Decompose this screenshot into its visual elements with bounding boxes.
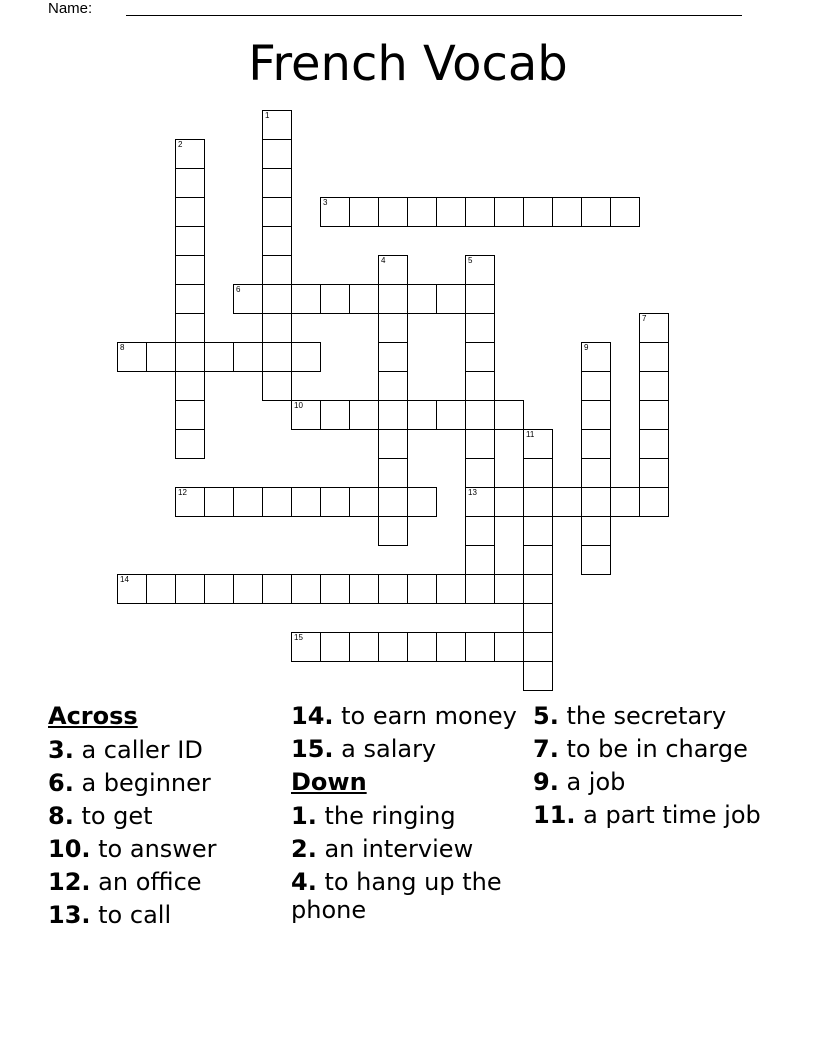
grid-cell[interactable] <box>378 284 408 314</box>
grid-cell[interactable] <box>581 371 611 401</box>
grid-cell[interactable] <box>175 371 205 401</box>
clue-across-14 <box>291 702 531 730</box>
clue-column-1 <box>48 702 288 934</box>
clue-text: a salary <box>333 735 437 763</box>
grid-cell[interactable] <box>291 342 321 372</box>
clue-column-3 <box>533 702 763 834</box>
clue-text: a part time job <box>575 801 761 829</box>
grid-cell[interactable] <box>465 429 495 459</box>
grid-cell[interactable] <box>291 400 321 430</box>
cell-number: 14 <box>120 575 129 584</box>
grid-cell[interactable] <box>465 632 495 662</box>
grid-cell[interactable] <box>436 632 466 662</box>
grid-cell[interactable] <box>291 574 321 604</box>
clue-across-10 <box>48 835 288 863</box>
clue-text: an interview <box>316 835 474 863</box>
grid-cell[interactable] <box>610 487 640 517</box>
grid-cell[interactable] <box>639 429 669 459</box>
down-heading: Down <box>291 768 367 796</box>
grid-cell[interactable] <box>378 342 408 372</box>
grid-cell[interactable] <box>175 342 205 372</box>
grid-cell[interactable] <box>175 226 205 256</box>
grid-cell[interactable] <box>117 342 147 372</box>
clue-text: a caller ID <box>73 736 203 764</box>
grid-cell[interactable] <box>407 197 437 227</box>
grid-cell[interactable] <box>494 574 524 604</box>
grid-cell[interactable] <box>407 487 437 517</box>
grid-cell[interactable] <box>523 487 553 517</box>
grid-cell[interactable] <box>407 284 437 314</box>
cell-number: 13 <box>468 488 477 497</box>
grid-cell[interactable] <box>117 574 147 604</box>
grid-cell[interactable] <box>378 429 408 459</box>
clue-across-15 <box>291 735 531 763</box>
grid-cell[interactable] <box>349 574 379 604</box>
grid-cell[interactable] <box>349 197 379 227</box>
grid-cell[interactable] <box>320 487 350 517</box>
clue-number: 3. <box>48 736 74 764</box>
grid-cell[interactable] <box>581 429 611 459</box>
grid-cell[interactable] <box>262 139 292 169</box>
grid-cell[interactable] <box>465 400 495 430</box>
grid-cell[interactable] <box>378 574 408 604</box>
grid-cell[interactable] <box>378 487 408 517</box>
cell-number: 8 <box>120 343 125 352</box>
grid-cell[interactable] <box>233 574 263 604</box>
grid-cell[interactable] <box>552 197 582 227</box>
cell-number: 15 <box>294 633 303 642</box>
grid-cell[interactable] <box>436 284 466 314</box>
grid-cell[interactable] <box>581 487 611 517</box>
cell-number: 2 <box>178 140 183 149</box>
grid-cell[interactable] <box>465 371 495 401</box>
grid-cell[interactable] <box>262 226 292 256</box>
clue-number: 2. <box>291 835 317 863</box>
grid-cell[interactable] <box>407 400 437 430</box>
clue-text: to get <box>73 802 153 830</box>
grid-cell[interactable] <box>146 342 176 372</box>
cell-number: 12 <box>178 488 187 497</box>
grid-cell[interactable] <box>349 487 379 517</box>
grid-cell[interactable] <box>175 168 205 198</box>
grid-cell[interactable] <box>465 516 495 546</box>
clue-text: to earn money <box>333 702 517 730</box>
grid-cell[interactable] <box>175 197 205 227</box>
grid-cell[interactable] <box>523 545 553 575</box>
grid-cell[interactable] <box>523 458 553 488</box>
grid-cell[interactable] <box>262 342 292 372</box>
clue-number: 14. <box>291 702 334 730</box>
grid-cell[interactable] <box>262 313 292 343</box>
grid-cell[interactable] <box>262 168 292 198</box>
clue-across-13 <box>48 901 288 929</box>
grid-cell[interactable] <box>291 487 321 517</box>
grid-cell[interactable] <box>378 400 408 430</box>
grid-cell[interactable] <box>407 632 437 662</box>
grid-cell[interactable] <box>581 197 611 227</box>
clue-down-11 <box>533 801 763 829</box>
grid-cell[interactable] <box>262 487 292 517</box>
clue-text: a job <box>558 768 626 796</box>
clue-across-8 <box>48 802 288 830</box>
cell-number: 9 <box>584 343 589 352</box>
clue-number: 6. <box>48 769 74 797</box>
cell-number: 1 <box>265 111 270 120</box>
clue-text: a beginner <box>73 769 211 797</box>
grid-cell[interactable] <box>349 632 379 662</box>
grid-cell[interactable] <box>436 400 466 430</box>
cell-number: 3 <box>323 198 328 207</box>
grid-cell[interactable] <box>407 574 437 604</box>
clue-down-9 <box>533 768 763 796</box>
cell-number: 11 <box>526 430 535 439</box>
clue-down-4 <box>291 868 531 924</box>
clue-text: to hang up the phone <box>291 868 502 924</box>
grid-cell[interactable] <box>639 458 669 488</box>
clue-across-3 <box>48 736 288 764</box>
grid-cell[interactable] <box>233 487 263 517</box>
cell-number: 5 <box>468 256 473 265</box>
grid-cell[interactable] <box>436 197 466 227</box>
clue-number: 8. <box>48 802 74 830</box>
clue-number: 1. <box>291 802 317 830</box>
grid-cell[interactable] <box>523 574 553 604</box>
grid-cell[interactable] <box>233 342 263 372</box>
grid-cell[interactable] <box>465 545 495 575</box>
grid-cell[interactable] <box>233 284 263 314</box>
grid-cell[interactable] <box>175 400 205 430</box>
page-title: French Vocab <box>248 36 568 92</box>
grid-cell[interactable] <box>581 400 611 430</box>
grid-cell[interactable] <box>320 574 350 604</box>
grid-cell[interactable] <box>204 342 234 372</box>
clue-down-5 <box>533 702 763 730</box>
grid-cell[interactable] <box>639 313 669 343</box>
clue-text: the ringing <box>316 802 456 830</box>
grid-cell[interactable] <box>378 255 408 285</box>
grid-cell[interactable] <box>320 197 350 227</box>
grid-cell[interactable] <box>552 487 582 517</box>
grid-cell[interactable] <box>378 197 408 227</box>
grid-cell[interactable] <box>465 458 495 488</box>
clue-text: the secretary <box>558 702 727 730</box>
grid-cell[interactable] <box>523 516 553 546</box>
cell-number: 7 <box>642 314 647 323</box>
grid-cell[interactable] <box>465 197 495 227</box>
clue-number: 4. <box>291 868 317 896</box>
clue-text: an office <box>90 868 202 896</box>
clue-down-7 <box>533 735 763 763</box>
grid-cell[interactable] <box>262 197 292 227</box>
grid-cell[interactable] <box>262 574 292 604</box>
grid-cell[interactable] <box>320 400 350 430</box>
grid-cell[interactable] <box>465 342 495 372</box>
grid-cell[interactable] <box>378 458 408 488</box>
grid-cell[interactable] <box>378 371 408 401</box>
grid-cell[interactable] <box>378 516 408 546</box>
grid-cell[interactable] <box>320 284 350 314</box>
grid-cell[interactable] <box>436 574 466 604</box>
grid-cell[interactable] <box>349 284 379 314</box>
grid-cell[interactable] <box>494 487 524 517</box>
name-label: Name: <box>48 0 93 17</box>
grid-cell[interactable] <box>523 429 553 459</box>
cell-number: 10 <box>294 401 303 410</box>
grid-cell[interactable] <box>465 255 495 285</box>
grid-cell[interactable] <box>494 400 524 430</box>
clue-number: 11. <box>533 801 576 829</box>
across-heading: Across <box>48 702 138 730</box>
grid-cell[interactable] <box>465 574 495 604</box>
grid-cell[interactable] <box>349 400 379 430</box>
grid-cell[interactable] <box>378 632 408 662</box>
grid-cell[interactable] <box>639 371 669 401</box>
grid-cell[interactable] <box>320 632 350 662</box>
clue-text: to answer <box>90 835 217 863</box>
grid-cell[interactable] <box>262 371 292 401</box>
cell-number: 6 <box>236 285 241 294</box>
grid-cell[interactable] <box>639 342 669 372</box>
clue-text: to be in charge <box>558 735 748 763</box>
grid-cell[interactable] <box>494 632 524 662</box>
grid-cell[interactable] <box>523 661 553 691</box>
clue-down-1 <box>291 802 531 830</box>
clue-number: 9. <box>533 768 559 796</box>
grid-cell[interactable] <box>581 342 611 372</box>
grid-cell[interactable] <box>581 516 611 546</box>
grid-cell[interactable] <box>494 197 524 227</box>
grid-cell[interactable] <box>262 110 292 140</box>
grid-cell[interactable] <box>581 545 611 575</box>
grid-cell[interactable] <box>523 197 553 227</box>
grid-cell[interactable] <box>175 139 205 169</box>
grid-cell[interactable] <box>581 458 611 488</box>
grid-cell[interactable] <box>378 313 408 343</box>
clue-number: 13. <box>48 901 91 929</box>
grid-cell[interactable] <box>291 632 321 662</box>
grid-cell[interactable] <box>175 574 205 604</box>
clue-number: 5. <box>533 702 559 730</box>
clue-across-12 <box>48 868 288 896</box>
clue-column-2 <box>291 702 531 929</box>
grid-cell[interactable] <box>523 603 553 633</box>
clue-number: 10. <box>48 835 91 863</box>
grid-cell[interactable] <box>204 487 234 517</box>
grid-cell[interactable] <box>204 574 234 604</box>
grid-cell[interactable] <box>465 313 495 343</box>
grid-cell[interactable] <box>465 284 495 314</box>
grid-cell[interactable] <box>262 255 292 285</box>
cell-number: 4 <box>381 256 386 265</box>
grid-cell[interactable] <box>175 313 205 343</box>
grid-cell[interactable] <box>639 400 669 430</box>
grid-cell[interactable] <box>175 487 205 517</box>
grid-cell[interactable] <box>523 632 553 662</box>
clue-across-6 <box>48 769 288 797</box>
clue-number: 15. <box>291 735 334 763</box>
grid-cell[interactable] <box>465 487 495 517</box>
grid-cell[interactable] <box>175 429 205 459</box>
grid-cell[interactable] <box>639 487 669 517</box>
grid-cell[interactable] <box>291 284 321 314</box>
grid-cell[interactable] <box>610 197 640 227</box>
grid-cell[interactable] <box>175 255 205 285</box>
clue-down-2 <box>291 835 531 863</box>
clue-number: 7. <box>533 735 559 763</box>
grid-cell[interactable] <box>146 574 176 604</box>
grid-cell[interactable] <box>175 284 205 314</box>
clue-text: to call <box>90 901 172 929</box>
grid-cell[interactable] <box>262 284 292 314</box>
clue-number: 12. <box>48 868 91 896</box>
